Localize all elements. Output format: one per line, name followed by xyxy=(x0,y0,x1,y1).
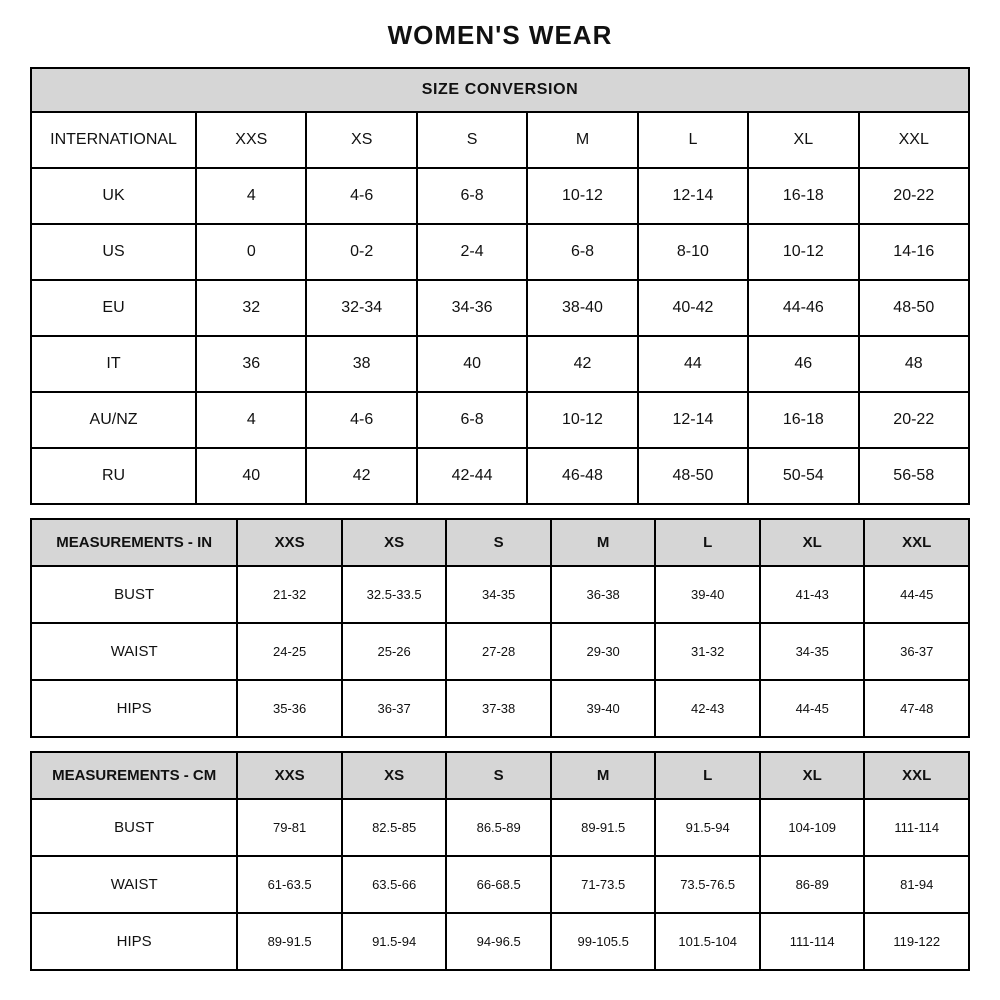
value-cell: 46 xyxy=(748,336,858,392)
value-cell: 44 xyxy=(638,336,748,392)
table-row xyxy=(31,392,969,448)
value-cell: 66-68.5 xyxy=(446,856,551,913)
value-cell: 14-16 xyxy=(859,224,969,280)
value-cell: 91.5-94 xyxy=(342,913,447,970)
value-cell: 48 xyxy=(859,336,969,392)
table-row xyxy=(31,224,969,280)
table-row xyxy=(31,336,969,392)
value-cell: 29-30 xyxy=(551,623,656,680)
value-cell: 82.5-85 xyxy=(342,799,447,856)
value-cell: 40 xyxy=(417,336,527,392)
value-cell: 0-2 xyxy=(306,224,416,280)
value-cell: 111-114 xyxy=(864,799,969,856)
value-cell: 94-96.5 xyxy=(446,913,551,970)
value-cell: 12-14 xyxy=(638,392,748,448)
value-cell: 101.5-104 xyxy=(655,913,760,970)
value-cell: 63.5-66 xyxy=(342,856,447,913)
value-cell: 36-37 xyxy=(342,680,447,737)
measurements-cm-header-row xyxy=(31,752,969,799)
value-cell: 16-18 xyxy=(748,168,858,224)
value-cell: 44-46 xyxy=(748,280,858,336)
value-cell: 34-35 xyxy=(446,566,551,623)
value-cell: 89-91.5 xyxy=(551,799,656,856)
value-cell: 42-43 xyxy=(655,680,760,737)
size-column-header: XL xyxy=(748,112,858,168)
size-column-header: XXL xyxy=(864,752,969,799)
value-cell: 61-63.5 xyxy=(237,856,342,913)
value-cell: 6-8 xyxy=(417,392,527,448)
row-label: BUST xyxy=(31,566,237,623)
page-title: WOMEN'S WEAR xyxy=(387,20,613,50)
value-cell: 47-48 xyxy=(864,680,969,737)
value-cell: 104-109 xyxy=(760,799,865,856)
value-cell: 34-36 xyxy=(417,280,527,336)
value-cell: 39-40 xyxy=(551,680,656,737)
value-cell: 41-43 xyxy=(760,566,865,623)
table-row xyxy=(31,566,969,623)
value-cell: 32 xyxy=(196,280,306,336)
value-cell: 10-12 xyxy=(748,224,858,280)
size-column-header: XXS xyxy=(237,752,342,799)
size-column-header: S xyxy=(446,752,551,799)
value-cell: 44-45 xyxy=(864,566,969,623)
value-cell: 31-32 xyxy=(655,623,760,680)
value-cell: 36-38 xyxy=(551,566,656,623)
value-cell: 40-42 xyxy=(638,280,748,336)
table-row xyxy=(31,280,969,336)
value-cell: 10-12 xyxy=(527,392,637,448)
value-cell: 32.5-33.5 xyxy=(342,566,447,623)
value-cell: 79-81 xyxy=(237,799,342,856)
size-column-header: XS xyxy=(306,112,416,168)
value-cell: 56-58 xyxy=(859,448,969,504)
value-cell: 20-22 xyxy=(859,168,969,224)
row-label: UK xyxy=(31,168,196,224)
value-cell: 37-38 xyxy=(446,680,551,737)
value-cell: 89-91.5 xyxy=(237,913,342,970)
value-cell: 6-8 xyxy=(527,224,637,280)
value-cell: 21-32 xyxy=(237,566,342,623)
value-cell: 20-22 xyxy=(859,392,969,448)
size-column-header: M xyxy=(551,752,656,799)
value-cell: 12-14 xyxy=(638,168,748,224)
row-label: HIPS xyxy=(31,680,237,737)
value-cell: 81-94 xyxy=(864,856,969,913)
value-cell: 4 xyxy=(196,168,306,224)
value-cell: 24-25 xyxy=(237,623,342,680)
size-column-header: M xyxy=(551,519,656,566)
size-column-header: M xyxy=(527,112,637,168)
table-row xyxy=(31,680,969,737)
value-cell: 111-114 xyxy=(760,913,865,970)
value-cell: 2-4 xyxy=(417,224,527,280)
value-cell: 34-35 xyxy=(760,623,865,680)
row-label: HIPS xyxy=(31,913,237,970)
row-label: AU/NZ xyxy=(31,392,196,448)
table-row xyxy=(31,623,969,680)
value-cell: 4-6 xyxy=(306,168,416,224)
value-cell: 0 xyxy=(196,224,306,280)
value-cell: 6-8 xyxy=(417,168,527,224)
row-header-label: MEASUREMENTS - IN xyxy=(31,519,237,566)
value-cell: 36-37 xyxy=(864,623,969,680)
size-column-header: L xyxy=(655,752,760,799)
size-conversion-title: SIZE CONVERSION xyxy=(31,68,969,112)
size-column-header: XL xyxy=(760,519,865,566)
value-cell: 25-26 xyxy=(342,623,447,680)
value-cell: 27-28 xyxy=(446,623,551,680)
size-column-header: XL xyxy=(760,752,865,799)
size-conversion-title-row xyxy=(31,68,969,112)
value-cell: 48-50 xyxy=(638,448,748,504)
row-label: US xyxy=(31,224,196,280)
size-column-header: XXL xyxy=(859,112,969,168)
value-cell: 73.5-76.5 xyxy=(655,856,760,913)
value-cell: 42-44 xyxy=(417,448,527,504)
value-cell: 40 xyxy=(196,448,306,504)
measurements-in-header-row xyxy=(31,519,969,566)
value-cell: 35-36 xyxy=(237,680,342,737)
value-cell: 119-122 xyxy=(864,913,969,970)
row-label: BUST xyxy=(31,799,237,856)
size-column-header: S xyxy=(446,519,551,566)
row-header-label: INTERNATIONAL xyxy=(31,112,196,168)
row-label: EU xyxy=(31,280,196,336)
row-label: RU xyxy=(31,448,196,504)
table-row xyxy=(31,448,969,504)
table-row xyxy=(31,799,969,856)
row-header-label: MEASUREMENTS - CM xyxy=(31,752,237,799)
value-cell: 71-73.5 xyxy=(551,856,656,913)
size-conversion-table xyxy=(30,67,970,505)
value-cell: 86.5-89 xyxy=(446,799,551,856)
size-column-header: XXL xyxy=(864,519,969,566)
value-cell: 39-40 xyxy=(655,566,760,623)
value-cell: 10-12 xyxy=(527,168,637,224)
value-cell: 42 xyxy=(306,448,416,504)
measurements-cm-table xyxy=(30,751,970,971)
size-column-header: L xyxy=(638,112,748,168)
value-cell: 38-40 xyxy=(527,280,637,336)
value-cell: 48-50 xyxy=(859,280,969,336)
table-row xyxy=(31,913,969,970)
size-column-header: S xyxy=(417,112,527,168)
value-cell: 99-105.5 xyxy=(551,913,656,970)
row-label: WAIST xyxy=(31,623,237,680)
size-conversion-header-row xyxy=(31,112,969,168)
row-label: WAIST xyxy=(31,856,237,913)
value-cell: 36 xyxy=(196,336,306,392)
value-cell: 46-48 xyxy=(527,448,637,504)
value-cell: 42 xyxy=(527,336,637,392)
row-label: IT xyxy=(31,336,196,392)
value-cell: 4-6 xyxy=(306,392,416,448)
table-row xyxy=(31,856,969,913)
size-column-header: XS xyxy=(342,519,447,566)
measurements-in-table xyxy=(30,518,970,738)
value-cell: 4 xyxy=(196,392,306,448)
size-column-header: XXS xyxy=(196,112,306,168)
value-cell: 44-45 xyxy=(760,680,865,737)
size-column-header: XXS xyxy=(237,519,342,566)
size-column-header: L xyxy=(655,519,760,566)
value-cell: 32-34 xyxy=(306,280,416,336)
value-cell: 38 xyxy=(306,336,416,392)
value-cell: 50-54 xyxy=(748,448,858,504)
table-row xyxy=(31,168,969,224)
value-cell: 16-18 xyxy=(748,392,858,448)
value-cell: 8-10 xyxy=(638,224,748,280)
size-column-header: XS xyxy=(342,752,447,799)
value-cell: 91.5-94 xyxy=(655,799,760,856)
value-cell: 86-89 xyxy=(760,856,865,913)
